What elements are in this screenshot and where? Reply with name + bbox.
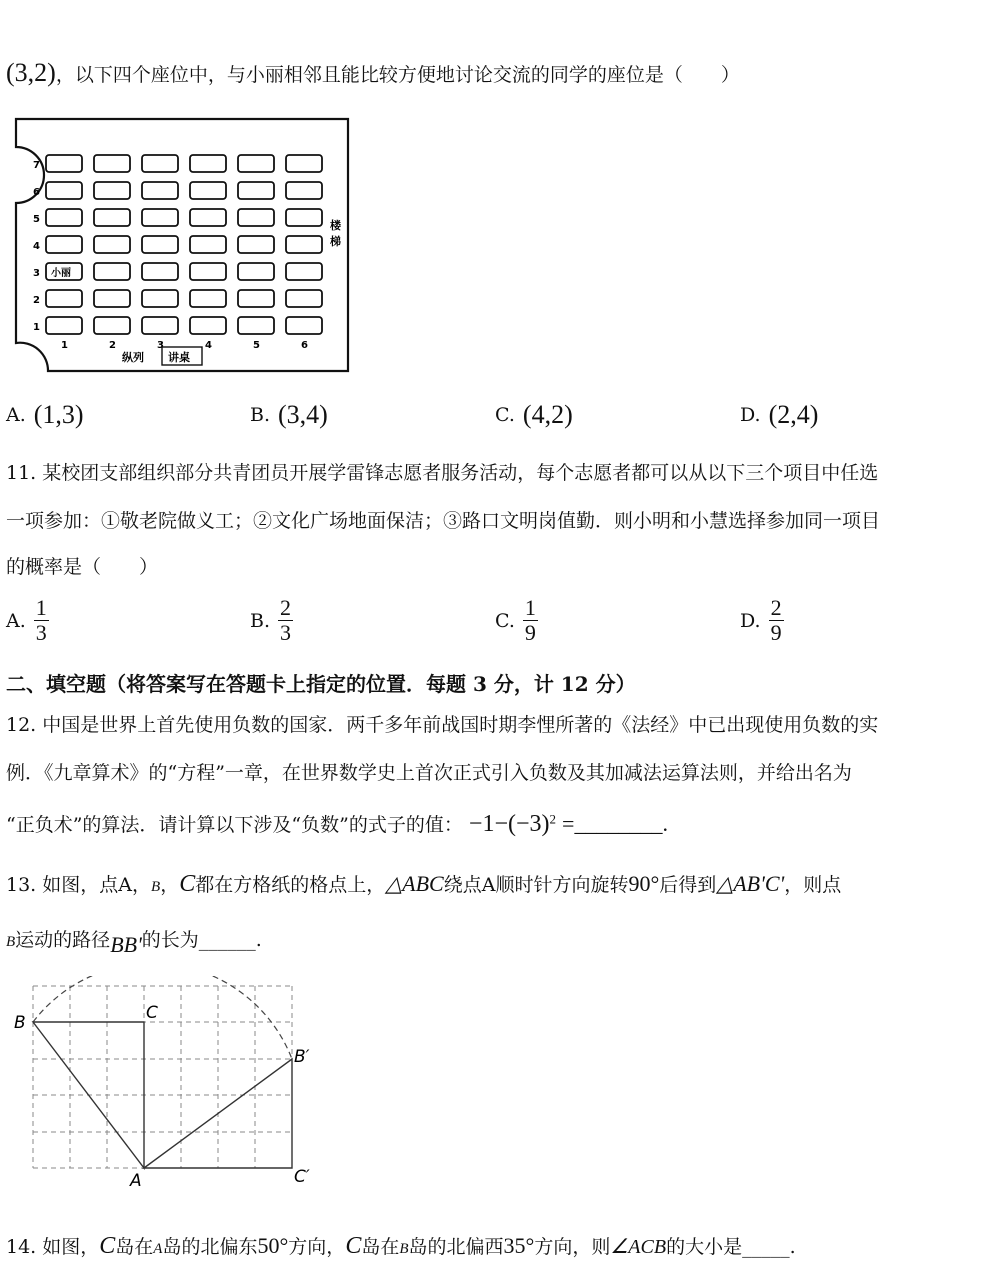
q11-option-a-fraction: $\frac{1}{3}$ <box>35 595 47 646</box>
column-label-5: 5 <box>253 340 260 351</box>
q13-answer-blank[interactable]: 的长为______. <box>141 929 262 951</box>
seat-4-4 <box>190 236 226 253</box>
q13-line-1 <box>6 872 841 896</box>
row-label-3: 3 <box>33 268 40 279</box>
q12-exponent: 2 <box>549 811 556 827</box>
q13-triangle-abc: △ABC <box>385 871 444 896</box>
seat-5-1 <box>238 317 274 334</box>
q13-line-2 <box>6 928 262 957</box>
row-label-1: 1 <box>33 322 40 333</box>
q13-triangle-abc-prime: △AB'C' <box>716 871 785 896</box>
q10-option-a-value: (1,3) <box>33 400 84 429</box>
seat-3-2 <box>142 290 178 307</box>
q10-option-c-label: C. <box>495 404 515 426</box>
seat-5-7 <box>238 155 274 172</box>
q11-line-2: 一项参加：①敬老院做义工；②文化广场地面保洁；③路口文明岗值勤．则小明和小慧选择参加同一项目 <box>6 510 881 532</box>
seat-5-2 <box>238 290 274 307</box>
q12-expression: −1−(−3) <box>468 811 550 837</box>
q14-t5: 岛的北偏西 <box>408 1236 504 1258</box>
q13-mid1: 都在方格纸的格点上， <box>195 874 386 896</box>
q13-line2-text: 运动的路径 <box>15 929 111 951</box>
seat-2-5 <box>94 209 130 226</box>
q13-point-b: B <box>151 879 161 895</box>
q12-line-1: 12. 中国是世界上首先使用负数的国家．两千多年前战国时期李悝所著的《法经》中已出现使用负数的实 <box>6 714 879 736</box>
seat-3-3 <box>142 263 178 280</box>
seat-2-2 <box>94 290 130 307</box>
q10-stem <box>6 60 740 86</box>
q12-line-3 <box>6 812 668 836</box>
row-label-2: 2 <box>33 295 40 306</box>
q14-t3: 方向， <box>288 1236 346 1258</box>
q14-t1: 岛在 <box>115 1236 154 1258</box>
fig-label-a: A <box>130 1171 142 1191</box>
student-label: 小丽 <box>51 268 71 279</box>
seat-6-4 <box>286 236 322 253</box>
q14-angle-acb: ∠ACB <box>610 1236 667 1258</box>
q11-option-a-label: A. <box>6 609 26 632</box>
seat-1-1 <box>46 317 82 334</box>
seat-4-5 <box>190 209 226 226</box>
q11-option-a[interactable] <box>6 596 49 645</box>
column-axis-label: 纵列 <box>122 351 144 364</box>
fig-label-c-prime: C′ <box>294 1167 310 1187</box>
q10-option-d[interactable] <box>740 400 818 430</box>
q14-t6: 方向，则 <box>534 1236 611 1258</box>
fig-label-b-prime: B′ <box>294 1047 310 1067</box>
q14-ang1: 50° <box>257 1233 289 1258</box>
seat-2-6 <box>94 182 130 199</box>
q13-prefix: 13. 如图，点 <box>6 874 119 896</box>
q13-mid4: 后得到 <box>659 874 717 896</box>
q13-line2-point-b: B <box>6 934 16 950</box>
seat-6-1 <box>286 317 322 334</box>
fig-label-b: B <box>14 1013 26 1033</box>
seat-4-6 <box>190 182 226 199</box>
q11-option-b-fraction: $\frac{2}{3}$ <box>280 595 292 646</box>
q11-line-1: 11. 某校团支部组织部分共青团员开展学雷锋志愿者服务活动，每个志愿者都可以从以下三个项目中任选 <box>6 462 879 484</box>
seat-1-6 <box>46 182 82 199</box>
column-label-6: 6 <box>301 340 308 351</box>
q10-option-b-value: (3,4) <box>278 400 328 429</box>
column-label-3: 3 <box>157 340 164 351</box>
seat-6-7 <box>286 155 322 172</box>
q11-option-d[interactable] <box>740 596 784 645</box>
rotation-figure <box>8 976 328 1196</box>
row-label-4: 4 <box>33 241 40 252</box>
podium-label: 讲桌 <box>168 351 190 364</box>
seat-3-5 <box>142 209 178 226</box>
q14-t2: 岛的北偏东 <box>162 1236 258 1258</box>
q14-ang2: 35° <box>503 1233 535 1258</box>
seat-1-2 <box>46 290 82 307</box>
seat-4-7 <box>190 155 226 172</box>
q13-point-a: A <box>118 874 132 896</box>
seat-6-3 <box>286 263 322 280</box>
q10-stem-text: ，以下四个座位中，与小丽相邻且能比较方便地讨论交流的同学的座位是（ ） <box>55 64 740 86</box>
grid-lines <box>33 986 293 1168</box>
q11-option-c-label: C. <box>495 609 515 632</box>
seating-chart <box>12 115 352 377</box>
q13-mid2: 绕点 <box>443 874 482 896</box>
q12-line-2: 例．《九章算术》的“方程”一章，在世界数学史上首次正式引入负数及其加减法运算法则，并给出名为 <box>6 762 852 784</box>
q13-point-c: C <box>179 871 196 897</box>
seat-4-2 <box>190 290 226 307</box>
stairs-label-2: 梯 <box>330 235 341 248</box>
row-label-5: 5 <box>33 214 40 225</box>
seat-5-3 <box>238 263 274 280</box>
q13-point-a2: A <box>481 874 496 896</box>
seat-6-6 <box>286 182 322 199</box>
q10-option-c[interactable] <box>495 400 573 430</box>
q12-line-3-text: “正负术”的算法．请计算以下涉及“负数”的式子的值： <box>6 814 463 836</box>
q14-t4: 岛在 <box>361 1236 400 1258</box>
seat-3-1 <box>142 317 178 334</box>
stairs-label-1: 楼 <box>330 219 341 232</box>
q10-option-d-label: D. <box>740 404 761 426</box>
q11-option-d-label: D. <box>740 609 761 632</box>
seat-4-1 <box>190 317 226 334</box>
q10-option-c-value: (4,2) <box>522 400 573 429</box>
q13-arc-bb: BB' <box>110 932 142 957</box>
q10-option-a-label: A. <box>6 404 26 426</box>
q14-a: A <box>153 1241 163 1257</box>
q14-line-1 <box>6 1234 796 1258</box>
section-heading: 二、填空题（将答案写在答题卡上指定的位置．每题 3 分，计 12 分） <box>6 672 636 696</box>
seat-1-5 <box>46 209 82 226</box>
q10-option-a[interactable] <box>6 400 84 430</box>
seat-4-3 <box>190 263 226 280</box>
seat-5-5 <box>238 209 274 226</box>
q13-angle: 90° <box>628 871 660 896</box>
q13-mid3: 顺时针方向旋转 <box>495 874 629 896</box>
seat-2-4 <box>94 236 130 253</box>
seat-2-1 <box>94 317 130 334</box>
seat-5-6 <box>238 182 274 199</box>
q11-option-b-label: B. <box>250 609 271 632</box>
q10-option-b[interactable] <box>250 400 328 430</box>
q10-option-b-label: B. <box>250 404 271 426</box>
q13-end1: ，则点 <box>784 874 842 896</box>
seat-3-6 <box>142 182 178 199</box>
seat-1-7 <box>46 155 82 172</box>
q14-answer-blank[interactable]: 的大小是_____. <box>666 1236 796 1258</box>
q13-sep2: ， <box>160 874 180 896</box>
q14-c2: C <box>345 1233 362 1259</box>
q14-prefix: 14. 如图， <box>6 1236 100 1258</box>
q10-option-d-value: (2,4) <box>768 400 819 429</box>
seat-2-7 <box>94 155 130 172</box>
q11-option-c-fraction: $\frac{1}{9}$ <box>524 595 536 646</box>
fig-label-c: C <box>146 1003 158 1023</box>
q13-sep1: ， <box>132 874 152 896</box>
row-label-6: 6 <box>33 187 40 198</box>
column-label-2: 2 <box>109 340 116 351</box>
seat-6-2 <box>286 290 322 307</box>
column-label-1: 1 <box>61 340 68 351</box>
q11-option-d-fraction: $\frac{2}{9}$ <box>770 595 782 646</box>
seat-2-3 <box>94 263 130 280</box>
column-label-4: 4 <box>205 340 212 351</box>
q11-option-b[interactable] <box>250 596 293 645</box>
q11-option-c[interactable] <box>495 596 538 645</box>
q10-stem-coord: (3,2) <box>6 58 56 87</box>
seat-5-4 <box>238 236 274 253</box>
seat-3-4 <box>142 236 178 253</box>
rotation-arc <box>33 976 292 1059</box>
seat-6-5 <box>286 209 322 226</box>
seat-1-4 <box>46 236 82 253</box>
q14-c1: C <box>99 1233 116 1259</box>
q14-b: B <box>399 1241 409 1257</box>
q11-line-3: 的概率是（ ） <box>6 556 159 578</box>
q12-answer-blank[interactable]: =________. <box>562 811 668 836</box>
seat-3-7 <box>142 155 178 172</box>
row-label-7: 7 <box>33 160 40 171</box>
